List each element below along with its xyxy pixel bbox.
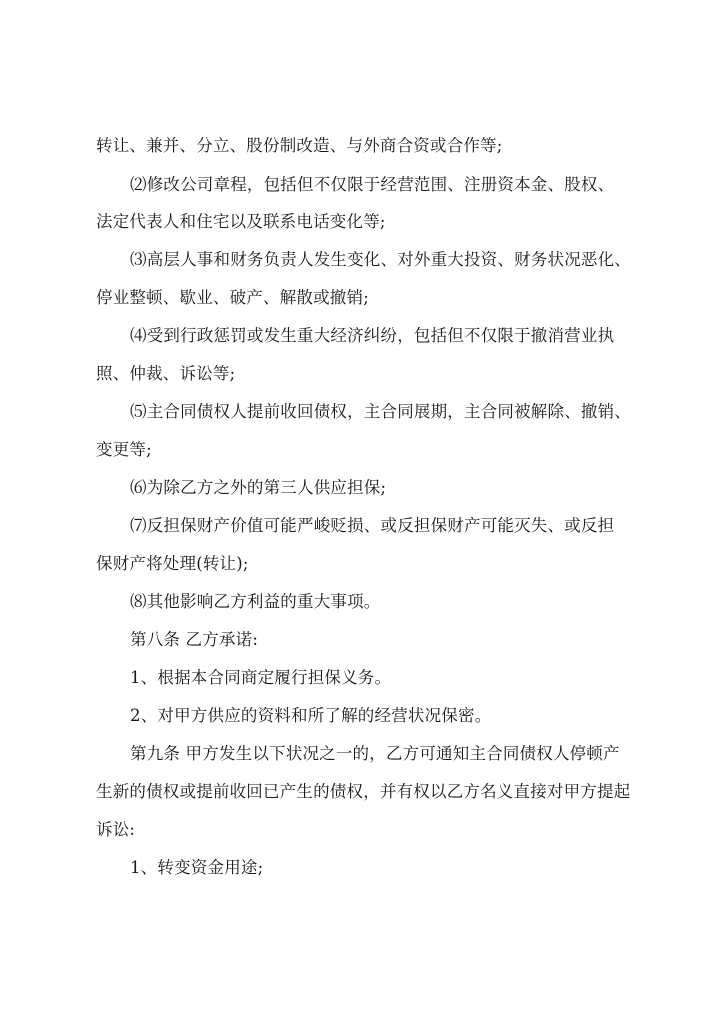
text-line: 变更等; [96, 440, 152, 459]
text-line: ⑺反担保财产价值可能严峻贬损、或反担保财产可能灭失、或反担 [130, 516, 615, 535]
text-line: 2、对甲方供应的资料和所了解的经营状况保密。 [130, 706, 492, 725]
text-line: 1、转变资金用途; [130, 858, 264, 877]
text-line: 照、仲裁、诉讼等; [96, 364, 236, 383]
text-line: 停业整顿、歇业、破产、解散或撤销; [96, 288, 369, 307]
text-line: 第八条 乙方承诺: [130, 630, 259, 649]
text-line: 1、根据本合同商定履行担保义务。 [130, 668, 392, 687]
text-line: ⑶高层人事和财务负责人发生变化、对外重大投资、财务状况恶化、 [130, 250, 631, 269]
text-line: 诉讼: [96, 820, 136, 839]
text-line: 法定代表人和住宅以及联系电话变化等; [96, 212, 386, 231]
text-line: ⑹为除乙方之外的第三人供应担保; [130, 478, 387, 497]
text-line: 第九条 甲方发生以下状况之一的，乙方可通知主合同债权人停顿产 [130, 744, 620, 763]
text-line: ⑵修改公司章程，包括但不仅限于经营范围、注册资本金、股权、 [130, 175, 615, 194]
text-line: 转让、兼并、分立、股份制改造、与外商合资或合作等; [96, 136, 503, 155]
text-line: 保财产将处理(转让); [96, 554, 249, 573]
text-line: ⑷受到行政惩罚或发生重大经济纠纷，包括但不仅限于撤消营业执 [130, 326, 615, 345]
text-line: 生新的债权或提前收回已产生的债权，并有权以乙方名义直接对甲方提起 [96, 782, 631, 801]
text-line: ⑻其他影响乙方利益的重大事项。 [130, 592, 381, 611]
text-line: ⑸主合同债权人提前收回债权，主合同展期，主合同被解除、撤销、 [130, 402, 631, 421]
